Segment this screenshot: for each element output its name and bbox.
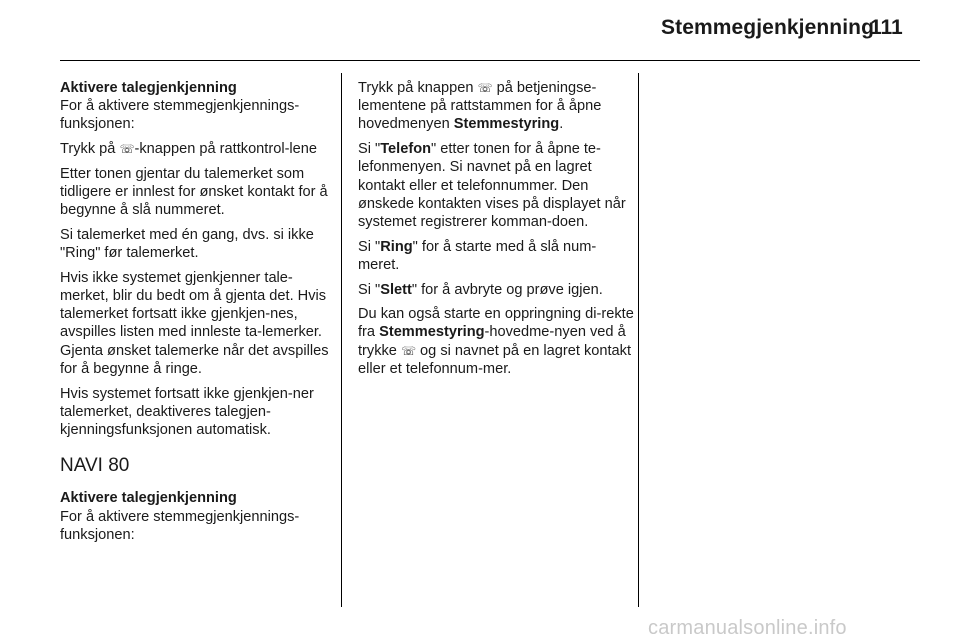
paragraph: Du kan også starte en oppringning di-rekte fra Stemmestyring-hovedme-nyen ved å trykke ☏ og si navnet på en lagret kontakt eller et telefonnum-mer. [358, 306, 634, 377]
phone-icon: ☏ [119, 142, 135, 157]
paragraph: Si talemerket med én gang, dvs. si ikke "Ring" før talemerket. [60, 226, 314, 262]
paragraph: Hvis ikke systemet gjenkjenner tale-merket, blir du bedt om å gjenta det. Hvis talemerket fortsatt ikke gjenkjen-nes, avspilles listen med innleste ta-lemerker. Gjenta ønsket talemerke når det avspilles for å begynne å ringe. [60, 269, 329, 377]
paragraph: Hvis systemet fortsatt ikke gjenkjen-ner talemerket, deaktiveres talegjen-kjenningsfunksjonen automatisk. [60, 385, 314, 438]
page-number: 111 [870, 16, 903, 39]
paragraph: For å aktivere stemmegjenkjennings-funksjonen: [60, 98, 300, 133]
paragraph: Etter tonen gjentar du talemerket som tidligere er innlest for ønsket kontakt for å begynne å slå nummeret. [60, 165, 328, 219]
subheading: Aktivere talegjenkjenning [60, 490, 237, 507]
paragraph: For å aktivere stemmegjenkjennings-funksjonen: [60, 508, 300, 543]
column-left [60, 79, 336, 550]
paragraph: Si "Slett" for å avbryte og prøve igjen. [358, 281, 603, 298]
section-heading: NAVI 80 [60, 455, 130, 477]
paragraph: Si "Telefon" etter tonen for å åpne te-lefonmenyen. Si navnet på en lagret kontakt eller et telefonnummer. Den ønskede kontakten vises på displayet når systemet registrerer komman-doen. [358, 141, 626, 230]
watermark: carmanualsonline.info [648, 617, 847, 639]
page-title: Stemmegjenkjenning [661, 16, 875, 39]
column-divider [341, 73, 342, 607]
subheading: Aktivere talegjenkjenning [60, 80, 237, 96]
paragraph: Si "Ring" for å starte med å slå num-meret. [358, 238, 597, 273]
phone-icon: ☏ [400, 343, 416, 358]
paragraph: Trykk på knappen ☏ på betjeningse-lementene på rattstammen for å åpne hovedmenyen Stemmestyring. [358, 80, 602, 133]
phone-icon: ☏ [477, 81, 493, 95]
column-middle [358, 79, 634, 385]
paragraph: Trykk på ☏-knappen på rattkontrol-lene [60, 141, 318, 158]
header-rule [60, 60, 920, 61]
column-divider [638, 73, 639, 607]
